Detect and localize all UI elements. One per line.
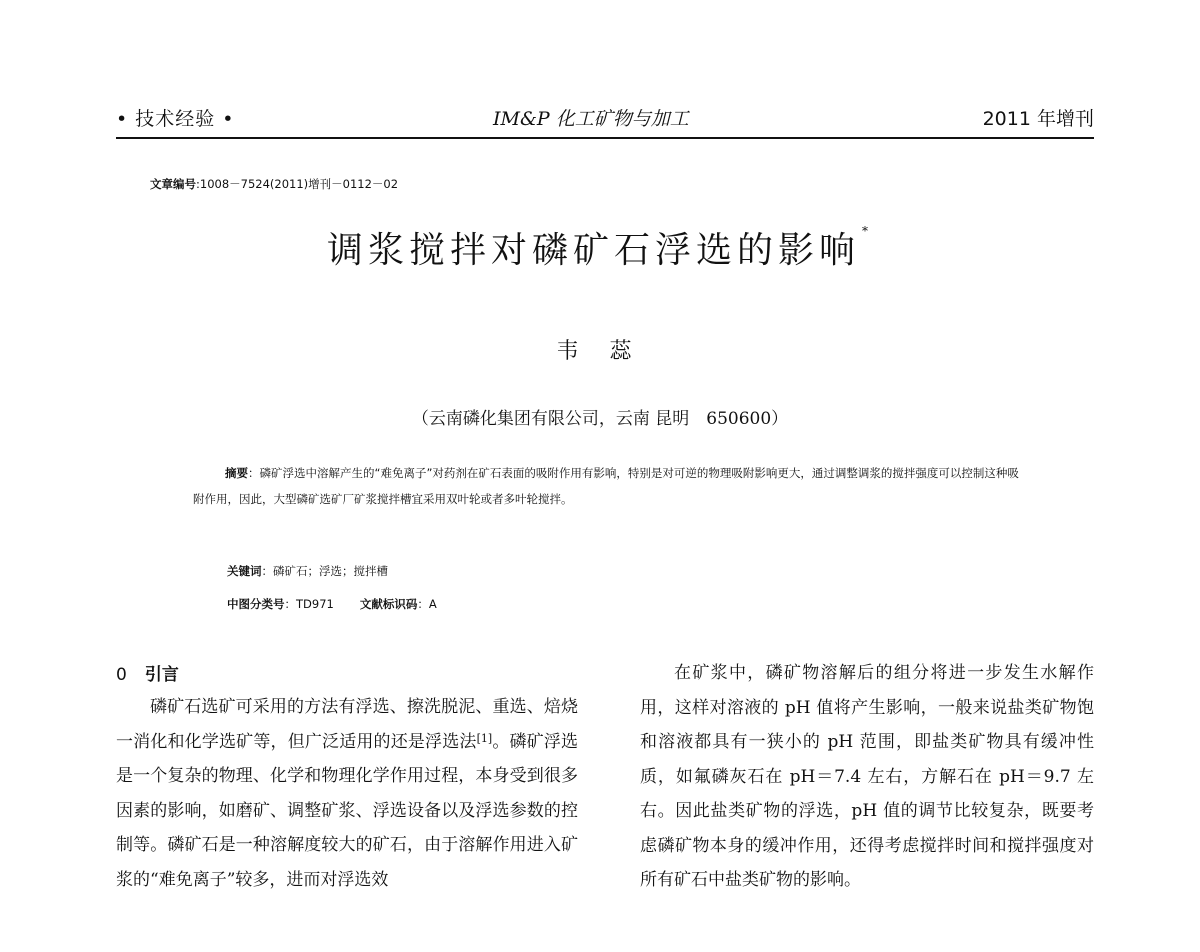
abstract-label: 摘要: [225, 466, 248, 480]
doc-code-value: ：A: [417, 597, 437, 611]
paper-title-text: 调浆搅拌对磷矿石浮选的影响: [326, 230, 860, 271]
right-paragraph: 在矿浆中，磷矿物溶解后的组分将进一步发生水解作用，这样对溶液的 pH 值将产生影响，一般来说盐类矿物饱和溶液都具有一狭小的 pH 范围，即盐类矿物具有缓冲性质，如氟磷灰石在 pH＝7.4 左右，方解石在 pH＝9.7 左右。因此盐类矿物的浮选，pH 值的调节比较复杂，既要考虑磷矿物本身的缓冲作用，还得考虑搅拌时间和搅拌强度对所有矿石中盐类矿物的影响。: [640, 663, 1094, 890]
keywords-label: 关键词: [227, 564, 262, 578]
right-column: [640, 656, 1094, 898]
clc-value: ：TD971: [284, 597, 334, 611]
paper-title: [0, 222, 1200, 273]
abstract-text: ：磷矿浮选中溶解产生的“难免离子”对药剂在矿石表面的吸附作用有影响，特别是对可逆的物理吸附影响更大，通过调整调浆的搅拌强度可以控制这种吸附作用，因此，大型磷矿选矿厂矿浆搅拌槽宜采用双叶轮或者多叶轮搅拌。: [193, 466, 1019, 506]
section-title: 引言: [144, 665, 179, 685]
left-text-b: 。磷矿浮选是一个复杂的物理、化学和物理化学作用过程，本身受到很多因素的影响，如磨矿、调整矿浆、浮选设备以及浮选参数的控制等。磷矿石是一种溶解度较大的矿石，由于溶解作用进入矿浆的“难免离子”较多，进而对浮选效: [116, 731, 579, 890]
header-rule: [116, 137, 1094, 139]
doc-code-label: 文献标识码: [359, 597, 418, 611]
article-number: [150, 176, 398, 192]
classification-line: [227, 596, 437, 612]
article-number-label: 文章编号: [150, 177, 196, 191]
keywords-text: ：磷矿石；浮选；搅拌槽: [261, 564, 388, 578]
author-name: 韦 蕊: [556, 339, 644, 364]
keywords: [227, 563, 388, 579]
left-column: [116, 690, 578, 897]
section-number: 0: [116, 665, 127, 685]
article-number-value: :1008－7524(2011)增刊－0112－02: [196, 177, 399, 191]
abstract: [193, 460, 1025, 512]
section-heading: [116, 660, 179, 685]
header-issue: 2011 年增刊: [982, 108, 1094, 130]
header-journal-name: IM&P 化工矿物与加工: [493, 108, 689, 130]
header-section-label: • 技术经验 •: [116, 108, 235, 130]
clc-label: 中图分类号: [227, 597, 285, 611]
author-affiliation: （云南磷化集团有限公司，云南 昆明 650600）: [411, 409, 789, 429]
left-text-a: 磷矿石选矿可采用的方法有浮选、擦洗脱泥、重选、焙烧一消化和化学选矿等，但广泛适用的还是浮选法: [116, 697, 578, 752]
title-footnote-mark: *: [862, 224, 873, 238]
reference-marker: [1]: [476, 731, 493, 745]
left-paragraph: [116, 690, 578, 897]
